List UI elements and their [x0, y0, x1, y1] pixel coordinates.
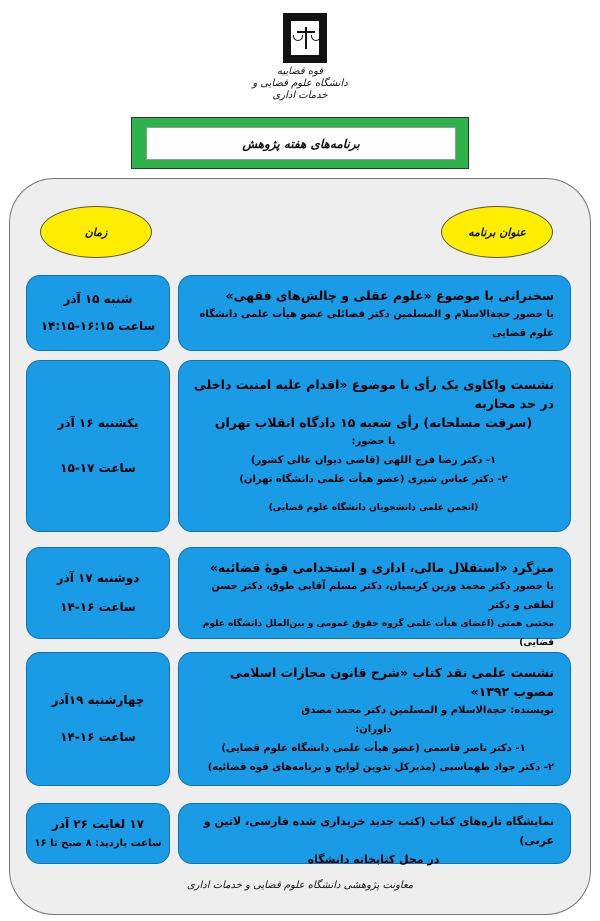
program-cell-4	[178, 652, 571, 786]
university-logo	[283, 13, 327, 63]
date-day: دوشنبه ۱۷ آذر	[56, 571, 140, 585]
date-cell-1	[26, 275, 170, 351]
program-title: سخنرانی با موضوع «علوم عقلی و چالش‌های فقهی»	[225, 288, 554, 303]
date-cell-4	[26, 652, 170, 786]
date-time: ساعت ۱۶:۱۵-۱۴:۱۵	[40, 319, 156, 333]
program-title: نمایشگاه تازه‌های کتاب (کتب جدید خریداری شده فارسی، لاتین و عربی)	[203, 815, 554, 847]
date-time: ساعت ۱۶-۱۴	[60, 730, 136, 744]
program-cell-5	[178, 803, 571, 864]
program-detail: مجتبی همتی (اعضای هیأت علمی گروه حقوق عمومی و بین‌الملل دانشگاه علوم قضایی)	[202, 619, 554, 648]
date-day: چهارشنبه ۱۹آذر	[51, 693, 145, 707]
program-detail: در محل کتابخانه دانشگاه	[307, 853, 440, 866]
date-time: ساعت بازدید: ۸ صبح تا ۱۶	[34, 837, 162, 849]
date-day: یکشنبه ۱۶ آذر	[57, 416, 139, 430]
program-detail: ۲- دکتر عباس شیری (عضو هیأت علمی دانشگاه تهران)	[239, 474, 508, 485]
program-note: (انجمن علمی دانشجویان دانشگاه علوم قضایی)	[268, 503, 479, 513]
date-cell-3	[26, 547, 170, 639]
program-cell-2	[178, 360, 571, 532]
date-day: ۱۷ لغایت ۲۶ آذر	[51, 816, 145, 831]
page-title: برنامه‌های هفته پژوهش	[146, 127, 456, 160]
program-detail: داوران:	[355, 724, 392, 735]
program-cell-3	[178, 547, 571, 648]
logo-caption: قوه قضاییه دانشگاه علوم قضایی و خدمات اداری	[252, 66, 348, 101]
program-detail: نویسنده: حجة‌الاسلام و المسلمین دکتر محمد مصدق	[301, 705, 554, 716]
date-time: ساعت ۱۷-۱۵	[60, 461, 136, 475]
program-cell-1	[178, 275, 571, 351]
scales-icon	[291, 21, 319, 55]
program-title: نشست علمی نقد کتاب «شرح قانون مجازات اسلامی مصوب ۱۳۹۲»	[229, 665, 554, 699]
program-detail: با حضور دکتر محمد وزین کریمیان، دکتر مسلم آقایی طوق، دکتر حسن لطفی و دکتر	[211, 581, 554, 611]
program-column-header: عنوان برنامه	[441, 206, 553, 258]
program-detail: با حضور حجة‌الاسلام و المسلمین دکتر فضائلی عضو هیأت علمی دانشگاه علوم قضایی	[199, 309, 554, 339]
title-banner	[131, 117, 469, 169]
program-detail: ۱- دکتر ناصر قاسمی (عضو هیأت علمی دانشگاه علوم قضایی)	[221, 743, 526, 754]
date-time: ساعت ۱۶-۱۴	[60, 600, 136, 614]
program-title: نشست واکاوی یک رأی با موضوع «اقدام علیه امنیت داخلی در حد محاربه	[193, 377, 554, 411]
program-detail: ۲- دکتر جواد طهماسبی (مدیرکل تدوین لوایح و برنامه‌های قوه قضائیه)	[207, 762, 554, 773]
program-detail: با حضور:	[351, 436, 396, 447]
time-column-header: زمان	[40, 206, 152, 258]
date-day: شنبه ۱۵ آذر	[63, 292, 133, 306]
program-title: میزگرد «استقلال مالی، اداری و استخدامی قوهٔ قضائیه»	[209, 560, 554, 575]
program-detail: ۱- دکتر رضا فرج اللهی (قاضی دیوان عالی کشور)	[250, 455, 497, 466]
date-cell-2	[26, 360, 170, 532]
footer-text: معاونت پژوهشی دانشگاه علوم قضایی و خدمات اداری	[186, 880, 414, 891]
program-subtitle: (سرقت مسلحانه) رأی شعبه ۱۵ دادگاه انقلاب تهران	[214, 415, 533, 430]
date-cell-5	[26, 803, 170, 864]
